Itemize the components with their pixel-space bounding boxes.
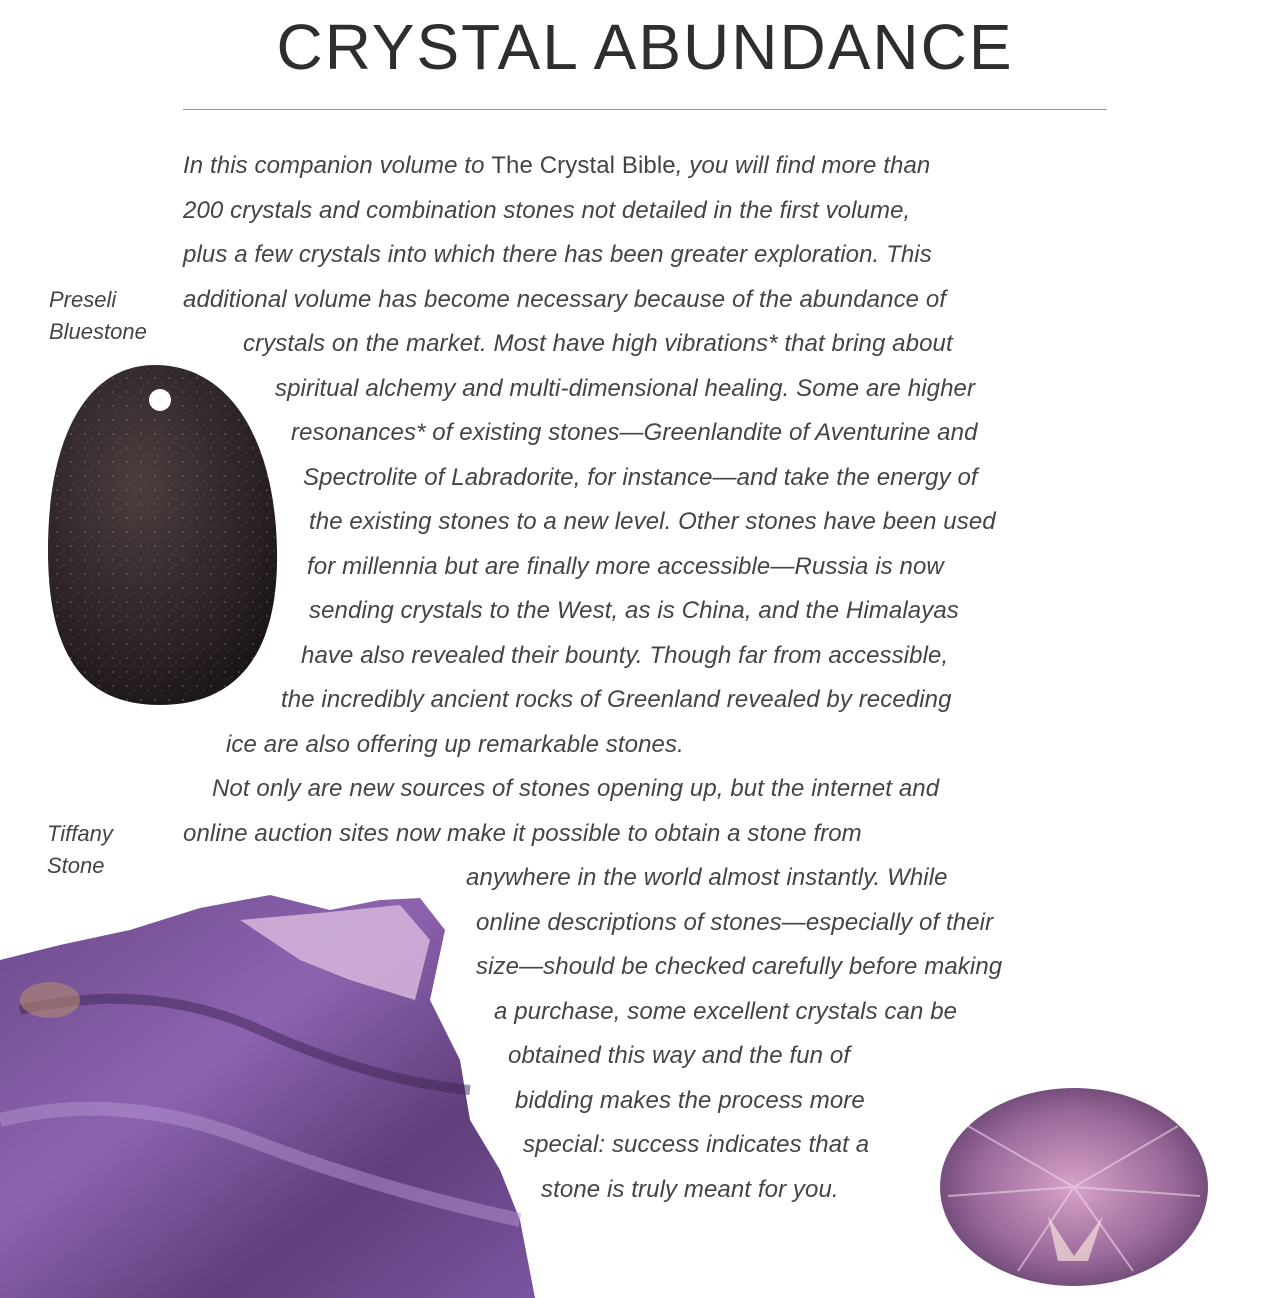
body-text-line: the existing stones to a new level. Other stones have been used <box>309 508 996 535</box>
body-text-line: online descriptions of stones—especially of their <box>476 909 994 936</box>
body-text-line: resonances* of existing stones—Greenlandite of Aventurine and <box>291 419 978 446</box>
caption-line: Tiffany <box>47 821 113 846</box>
preseli-bluestone-image <box>40 360 290 715</box>
caption-line: Bluestone <box>49 319 147 344</box>
body-text-line: crystals on the market. Most have high vibrations* that bring about <box>243 330 953 357</box>
caption-line: Preseli <box>49 287 117 312</box>
text-segment: In this companion volume to <box>183 152 492 179</box>
body-text-line: spiritual alchemy and multi-dimensional healing. Some are higher <box>275 375 976 402</box>
body-text-line: the incredibly ancient rocks of Greenland revealed by receding <box>281 686 952 713</box>
body-text-line: size—should be checked carefully before making <box>476 953 1003 980</box>
body-text-line: Spectrolite of Labradorite, for instance—and take the energy of <box>303 464 978 491</box>
body-text-line: ice are also offering up remarkable stones. <box>226 731 684 758</box>
faceted-gem-image <box>938 1086 1210 1288</box>
body-text-line: online auction sites now make it possible to obtain a stone from <box>183 820 862 847</box>
page-title: CRYSTAL ABUNDANCE <box>276 11 1014 83</box>
title-divider <box>183 109 1107 110</box>
body-text-line: anywhere in the world almost instantly. While <box>466 864 948 891</box>
body-text-line: Not only are new sources of stones opening up, but the internet and <box>212 775 940 802</box>
body-text-line: bidding makes the process more <box>515 1087 865 1114</box>
tiffany-stone-image <box>0 890 540 1298</box>
text-segment: , you will find more than <box>675 152 931 179</box>
body-text-line: sending crystals to the West, as is China, and the Himalayas <box>309 597 959 624</box>
body-text-line: additional volume has become necessary because of the abundance of <box>183 286 947 313</box>
body-text-line: obtained this way and the fun of <box>508 1042 851 1069</box>
body-text-line <box>183 151 930 181</box>
body-text-line: have also revealed their bounty. Though far from accessible, <box>301 642 949 669</box>
body-text-line: 200 crystals and combination stones not detailed in the first volume, <box>183 197 911 224</box>
body-text-line: for millennia but are finally more accessible—Russia is now <box>307 553 944 580</box>
book-title: The Crystal Bible <box>491 152 676 179</box>
body-text-line: plus a few crystals into which there has been greater exploration. This <box>183 241 932 268</box>
body-text-line: a purchase, some excellent crystals can be <box>494 998 958 1025</box>
caption-preseli-bluestone <box>49 284 147 348</box>
caption-tiffany-stone <box>47 818 113 882</box>
body-text-line: special: success indicates that a <box>523 1131 870 1158</box>
body-text-line: stone is truly meant for you. <box>541 1176 839 1203</box>
caption-line: Stone <box>47 853 105 878</box>
